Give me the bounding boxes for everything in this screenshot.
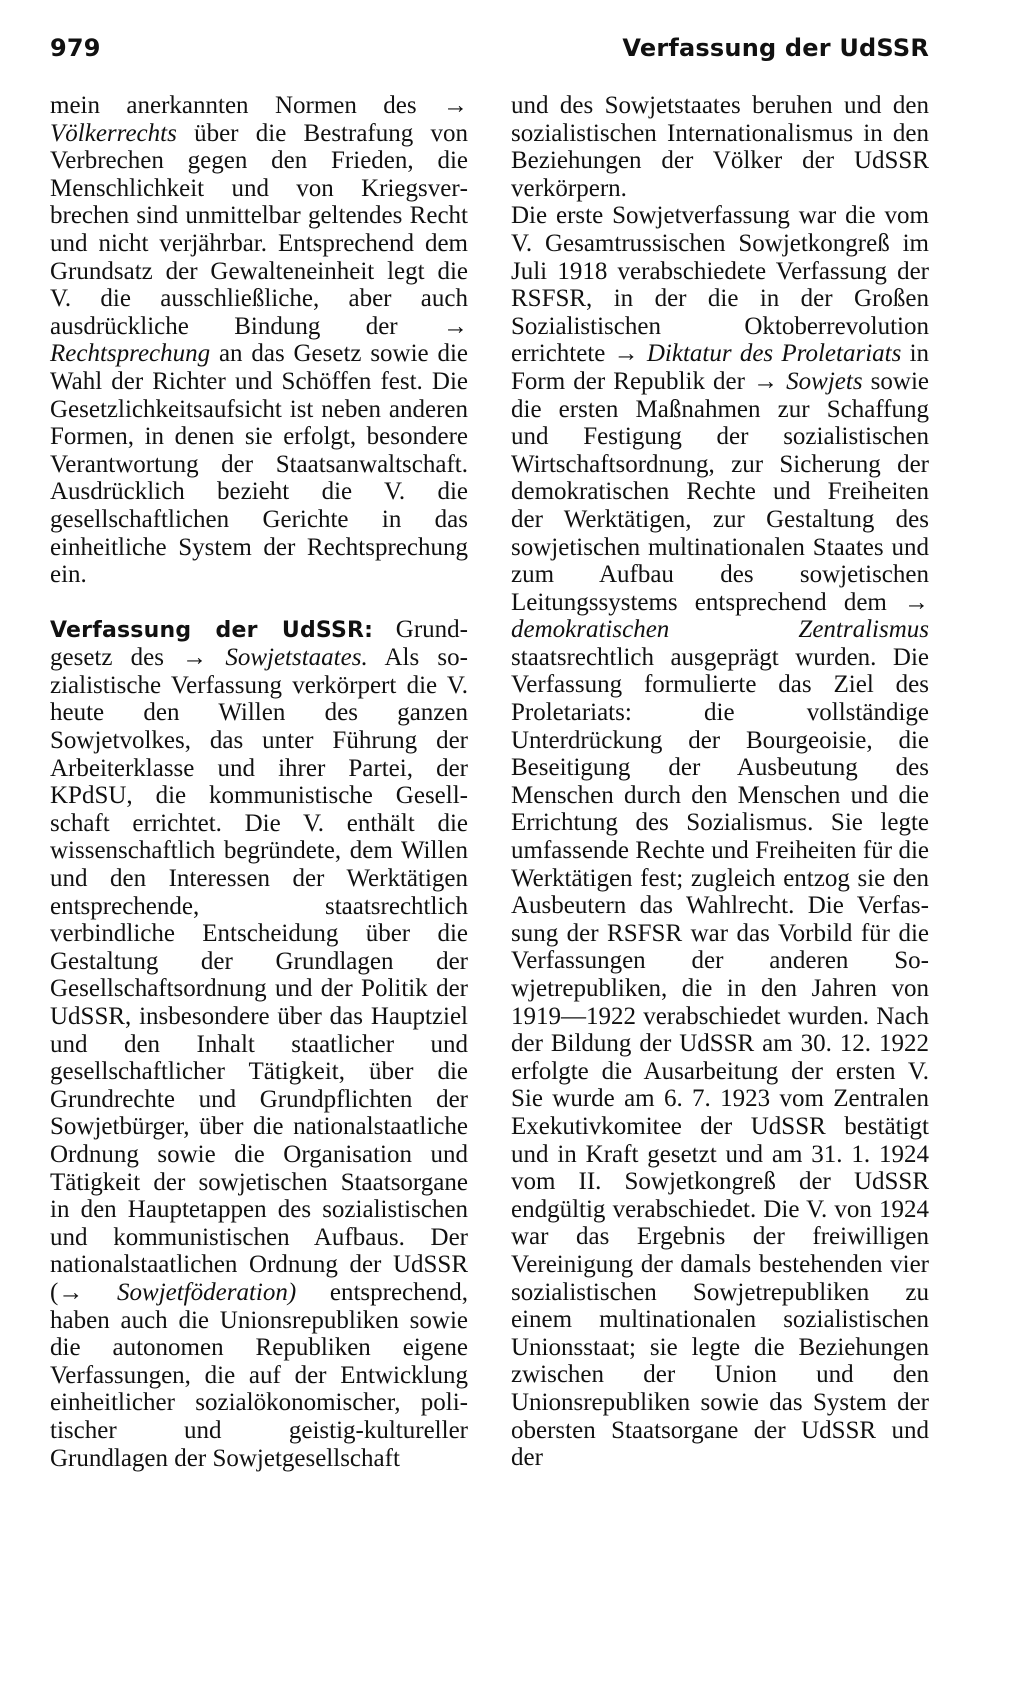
page-number: 979 [50, 34, 101, 62]
entry-keyword: Verfassung der UdSSR: [50, 617, 374, 643]
paragraph-continuation-right: und des Sowjetstaates beruhen und den sozialistischen Internationalismus in den Beziehungen der Völker der UdSSR verkörpern. [511, 92, 929, 202]
left-column [50, 92, 468, 1472]
paragraph-continuation: mein anerkannten Normen des → Völkerrechts über die Bestrafung von Verbrechen gegen den Frieden, die Menschlichkeit und von Kriegsverbrechen sind unmittelbar geltendes Recht und nicht verjährbar. Entsprechend dem Grundsatz der Gewalteneinheit legt die V. die ausschließliche, aber auch ausdrückliche Bindung der → Rechtsprechung an das Gesetz sowie die Wahl der Richter und Schöffen fest. Die Gesetzlichkeitsaufsicht ist neben anderen Formen, in denen sie erfolgt, besondere Verantwortung der Staatsanwaltschaft. Ausdrücklich bezieht die V. die gesellschaftlichen Gerichte in das einheitliche System der Rechtsprechung ein. [50, 92, 468, 589]
running-title: Verfassung der UdSSR [622, 34, 929, 62]
entry-text: Grundgesetz des → Sowjetstaates. Als sozialistische Verfassung verkörpert die V. heute den Willen des ganzen Sowjetvolkes, das unter Führung der Arbeiterklasse und ihrer Partei, der KPdSU, die kommunistische Gesellschaft errichtet. Die V. enthält die wissenschaftlich begründete, dem Willen und den Interessen der Werktätigen entsprechende, staatsrechtlich verbindliche Entscheidung über die Gestaltung der Grundlagen der Gesellschaftsordnung und der Politik der UdSSR, insbesondere über das Hauptziel und den Inhalt staatlicher und gesellschaftlicher Tätigkeit, über die Grundrechte und Grundpflichten der Sowjetbürger, über die nationalstaatliche Ordnung sowie die Organisation und Tätigkeit der sowjetischen Staatsorgane in den Hauptetappen des sozialistischen und kommunistischen Aufbaus. Der nationalstaatlichen Ordnung der UdSSR (→ Sowjetföderation) entsprechend, haben auch die Unionsrepubliken sowie die autonomen Republiken eigene Verfassungen, die auf der Entwicklung einheitlicher sozialökonomischer, politischer und geistig-kultureller Grundlagen der Sowjetgesellschaft [50, 615, 468, 1472]
dictionary-entry [50, 616, 468, 1472]
paragraph-history: Die erste Sowjetverfassung war die vom V. Gesamtrussischen Sowjetkongreß im Juli 1918 verabschiedete Verfassung der RSFSR, in der die in der Großen Sozialistischen Oktoberrevolution errichtete → Diktatur des Proletariats in Form der Republik der → Sowjets sowie die ersten Maßnahmen zur Schaffung und Festigung der sozialistischen Wirtschaftsordnung, zur Sicherung der demokratischen Rechte und Freiheiten der Werktätigen, zur Gestaltung des sowjetischen multinationalen Staates und zum Aufbau des sowjetischen Leitungssystems entsprechend dem → demokratischen Zentralismus staatsrechtlich ausgeprägt wurden. Die Verfassung formulierte das Ziel des Proletariats: die vollständige Unterdrückung der Bourgeoisie, die Beseitigung der Ausbeutung des Menschen durch den Menschen und die Errichtung des Sozialismus. Sie legte umfassende Rechte und Freiheiten für die Werktätigen fest; zugleich entzog sie den Ausbeutern das Wahlrecht. Die Verfassung der RSFSR war das Vorbild für die Verfassungen der anderen Sowjetrepubliken, die in den Jahren von 1919—1922 verabschiedet wurden. Nach der Bildung der UdSSR am 30. 12. 1922 erfolgte die Ausarbeitung der ersten V. Sie wurde am 6. 7. 1923 vom Zentralen Exekutivkomitee der UdSSR bestätigt und in Kraft gesetzt und am 31. 1. 1924 vom II. Sowjetkongreß der UdSSR endgültig verabschiedet. Die V. von 1924 war das Ergebnis der freiwilligen Vereinigung der damals bestehenden vier sozialistischen Sowjetrepubliken zu einem multinationalen sozialistischen Unionsstaat; sie legte die Beziehungen zwischen der Union und den Unionsrepubliken sowie das System der obersten Staatsorgane der UdSSR und der [511, 202, 930, 1472]
right-column [511, 92, 929, 1472]
page-header [50, 30, 929, 66]
